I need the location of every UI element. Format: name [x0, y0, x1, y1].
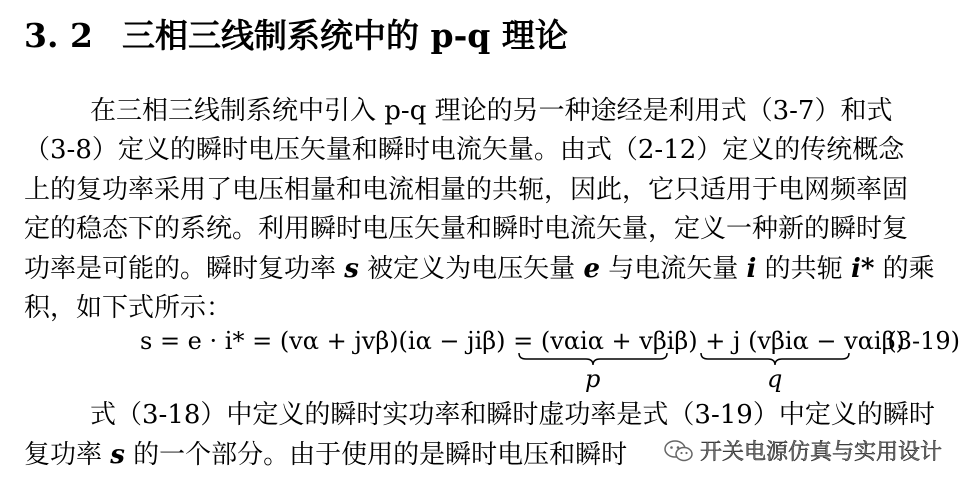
paragraph2-line1: 式（3-18）中定义的瞬时实功率和瞬时虚功率是式（3-19）中定义的瞬时 — [90, 400, 935, 430]
text-span: 与电流矢量 — [599, 254, 747, 284]
equation-plus-j: + j — [705, 327, 741, 355]
text-span: 功率是可能的。瞬时复功率 — [24, 254, 345, 284]
underbrace-label-p: p — [585, 365, 601, 393]
paragraph1-line3: 上的复功率采用了电压相量和电流相量的共轭，因此，它只适用于电网频率固 — [24, 175, 909, 205]
section-number: 3. 2 — [24, 16, 93, 55]
symbol-i-star: i* — [850, 254, 875, 284]
text-span: 的一个部分。由于使用的是瞬时电压和瞬时 — [124, 440, 628, 470]
section-heading — [24, 18, 568, 54]
underbrace-label-q: q — [767, 365, 783, 393]
symbol-s: s — [344, 254, 359, 284]
equation-lhs: s = e · i* = (vα + jvβ)(iα − jiβ) = — [140, 327, 534, 355]
text-span: 的乘 — [874, 254, 935, 284]
paragraph1-line5 — [24, 254, 935, 284]
text-span: 的共轭 — [756, 254, 851, 284]
underbrace-q — [700, 352, 850, 366]
watermark — [660, 438, 946, 468]
section-title: 三相三线制系统中的 p-q 理论 — [122, 16, 568, 55]
text-span: 复功率 — [24, 440, 111, 470]
paragraph1-line1: 在三相三线制系统中引入 p-q 理论的另一种途经是利用式（3-7）和式 — [90, 96, 893, 126]
equation-3-19 — [140, 326, 970, 392]
symbol-e: e — [583, 254, 600, 284]
paragraph1-line2: （3-8）定义的瞬时电压矢量和瞬时电流矢量。由式（2-12）定义的传统概念 — [24, 135, 905, 165]
paragraph1-line4: 定的稳态下的系统。利用瞬时电压矢量和瞬时电流矢量，定义一种新的瞬时复 — [24, 214, 909, 244]
equation-imag-part: (vβiα − vαiβ) — [748, 327, 905, 355]
text-span: 被定义为电压矢量 — [358, 254, 584, 284]
underbrace-p — [518, 352, 668, 366]
wechat-icon — [664, 439, 694, 467]
equation-real-part: (vαiα + vβiβ) — [540, 327, 698, 355]
paragraph1-line6: 积，如下式所示： — [24, 293, 233, 323]
watermark-text: 开关电源仿真与实用设计 — [700, 440, 943, 465]
symbol-i: i — [746, 254, 757, 284]
symbol-s: s — [110, 440, 125, 470]
paragraph2-line2 — [24, 440, 627, 470]
equation-number: (3-19) — [887, 327, 960, 355]
